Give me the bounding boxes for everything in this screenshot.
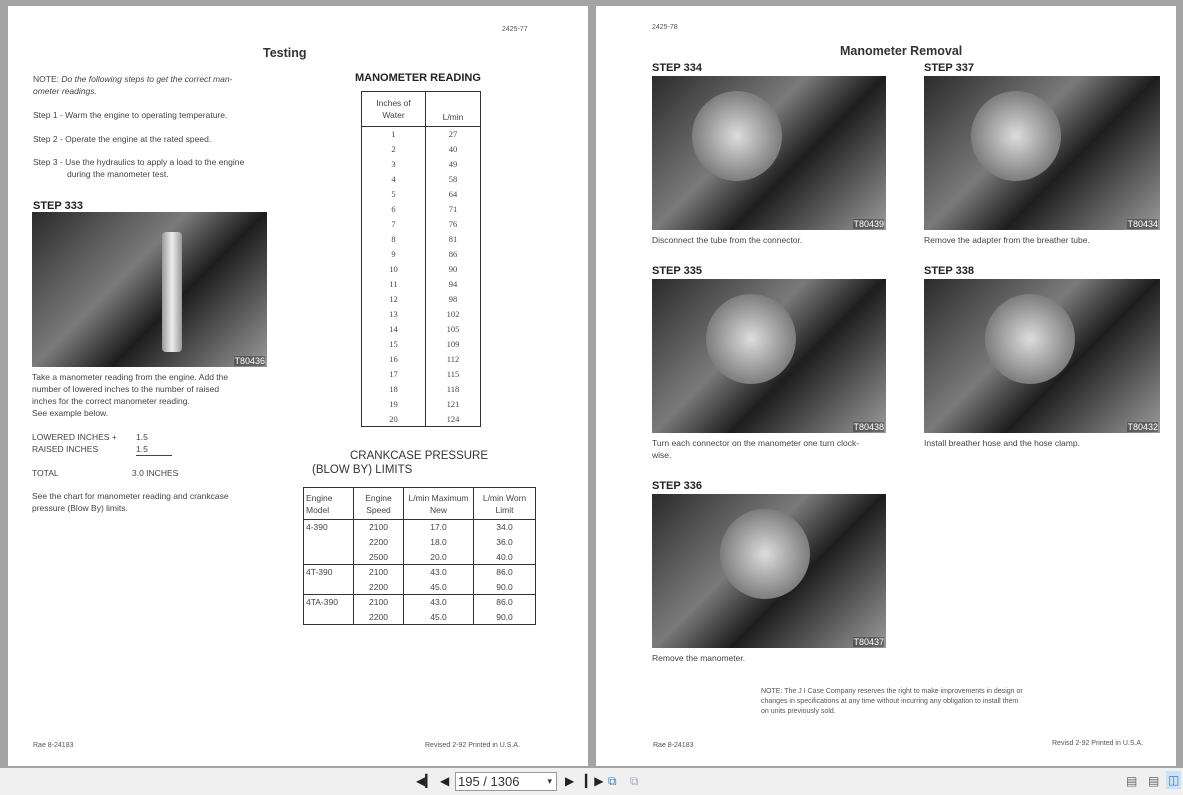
footer-left: Rae 8-24183	[33, 742, 74, 749]
inches-cell: 12	[362, 292, 426, 307]
table-row	[304, 550, 536, 565]
para-2: number of lowered inches to the number of raised	[32, 384, 220, 394]
lmin-cell: 121	[426, 397, 481, 412]
footer-left: Rae 8-24183	[653, 742, 694, 749]
page-number: 2425-78	[652, 24, 678, 31]
lmin-cell: 27	[426, 127, 481, 142]
table-row	[362, 217, 481, 232]
note	[33, 73, 232, 97]
col-worn-limit: L/min Worn Limit	[474, 488, 536, 520]
lmin-cell: 109	[426, 337, 481, 352]
photo-detail	[692, 91, 782, 181]
col-engine-speed: Engine Speed	[354, 488, 404, 520]
col-max-new: L/min Maximum New	[404, 488, 474, 520]
viewer-toolbar	[0, 768, 1183, 795]
photo-detail	[971, 91, 1061, 181]
inches-cell: 10	[362, 262, 426, 277]
see-chart-1: See the chart for manometer reading and crankcase	[32, 491, 229, 501]
table-cell: 43.0	[404, 565, 474, 580]
step-333-title: STEP 333	[33, 200, 83, 212]
left-page	[8, 6, 588, 766]
step-1: Step 1 - Warm the engine to operating temperature.	[33, 110, 228, 120]
crankcase-title-2: (BLOW BY) LIMITS	[312, 464, 413, 476]
first-page-button[interactable]: ◀▎	[416, 774, 435, 788]
table-row	[362, 172, 481, 187]
table-row	[362, 382, 481, 397]
add-page-icon[interactable]: ⧉	[608, 774, 617, 788]
table-row	[362, 202, 481, 217]
col-engine-model: Engine Model	[304, 488, 354, 520]
lowered-value: 1.5	[136, 432, 148, 442]
inches-cell: 3	[362, 157, 426, 172]
single-page-view-icon[interactable]: ▤	[1126, 774, 1138, 788]
step-photo	[924, 76, 1160, 230]
table-row	[362, 412, 481, 427]
step-2: Step 2 - Operate the engine at the rated speed.	[33, 134, 212, 144]
photo-detail	[720, 509, 810, 599]
table-cell: 2100	[354, 520, 404, 535]
note-text: Do the following steps to get the correct man-	[61, 74, 233, 84]
crankcase-table	[303, 487, 536, 625]
total-label: TOTAL	[32, 468, 59, 478]
table-cell	[304, 610, 354, 625]
table-cell: 34.0	[474, 520, 536, 535]
inches-cell: 6	[362, 202, 426, 217]
continuous-view-icon[interactable]: ▤	[1148, 774, 1160, 788]
table-cell: 45.0	[404, 610, 474, 625]
para-3: inches for the correct manometer reading.	[32, 396, 190, 406]
table-cell: 2100	[354, 595, 404, 610]
step-caption-2: wise.	[652, 450, 672, 460]
lmin-cell: 49	[426, 157, 481, 172]
inches-cell: 5	[362, 187, 426, 202]
photo-label: T80432	[1127, 422, 1158, 432]
table-cell: 4T-390	[304, 565, 354, 580]
two-page-view-icon[interactable]: ◫	[1168, 773, 1180, 787]
table-row	[362, 142, 481, 157]
step-title: STEP 334	[652, 62, 702, 74]
inches-cell: 19	[362, 397, 426, 412]
inches-cell: 1	[362, 127, 426, 142]
step-3-cont: during the manometer test.	[67, 169, 169, 179]
table-cell	[304, 535, 354, 550]
raised-value: 1.5	[136, 443, 172, 456]
page-title: Testing	[263, 46, 307, 60]
table-row	[362, 247, 481, 262]
table-cell: 2200	[354, 580, 404, 595]
table-cell: 4-390	[304, 520, 354, 535]
para-1: Take a manometer reading from the engine. Add the	[32, 372, 229, 382]
table-row	[362, 262, 481, 277]
table-row	[304, 520, 536, 535]
inches-cell: 17	[362, 367, 426, 382]
note-line: changes in specifications at any time without incurring any obligation to install them	[761, 698, 1019, 705]
step-3: Step 3 - Use the hydraulics to apply a load to the engine	[33, 157, 245, 167]
see-chart-2: pressure (Blow By) limits.	[32, 503, 128, 513]
step-caption: Turn each connector on the manometer one turn clock-	[652, 438, 860, 448]
step-photo	[924, 279, 1160, 433]
inches-cell: 9	[362, 247, 426, 262]
table-row	[362, 292, 481, 307]
photo-label: T80434	[1127, 219, 1158, 229]
lmin-cell: 58	[426, 172, 481, 187]
table-cell: 2200	[354, 610, 404, 625]
lmin-cell: 71	[426, 202, 481, 217]
step-photo	[652, 494, 886, 648]
manometer-title: MANOMETER READING	[355, 72, 481, 84]
manometer-table	[361, 91, 481, 427]
inches-cell: 2	[362, 142, 426, 157]
page-number-value: 195 / 1306	[458, 774, 520, 789]
lowered-label: LOWERED INCHES +	[32, 432, 117, 442]
table-cell: 17.0	[404, 520, 474, 535]
lmin-cell: 40	[426, 142, 481, 157]
lmin-cell: 118	[426, 382, 481, 397]
table-row	[362, 307, 481, 322]
inches-cell: 16	[362, 352, 426, 367]
table-cell: 86.0	[474, 595, 536, 610]
table-cell: 90.0	[474, 580, 536, 595]
table-cell: 18.0	[404, 535, 474, 550]
step-title: STEP 335	[652, 265, 702, 277]
lmin-cell: 86	[426, 247, 481, 262]
photo-detail	[706, 294, 796, 384]
table-row	[362, 337, 481, 352]
step-photo	[652, 76, 886, 230]
next-page-button[interactable]: ▶	[565, 774, 575, 788]
table-row	[304, 565, 536, 580]
step-caption: Install breather hose and the hose clamp.	[924, 438, 1080, 448]
disclaimer-note	[761, 687, 1023, 717]
footer-right: Revised 2-92 Printed in U.S.A.	[425, 742, 520, 749]
lmin-cell: 115	[426, 367, 481, 382]
remove-page-icon[interactable]: ⧉	[630, 774, 639, 788]
table-row	[362, 127, 481, 142]
table-row	[304, 610, 536, 625]
table-row	[362, 322, 481, 337]
page-title: Manometer Removal	[840, 44, 963, 58]
table-row	[362, 397, 481, 412]
table-cell: 43.0	[404, 595, 474, 610]
step-caption: Remove the adapter from the breather tube.	[924, 235, 1090, 245]
footer-right: Revisd 2-92 Printed in U.S.A.	[1052, 740, 1144, 747]
note-line: NOTE: The J I Case Company reserves the right to make improvements in design or	[761, 688, 1023, 695]
table-row	[304, 580, 536, 595]
inches-cell: 13	[362, 307, 426, 322]
total-value: 3.0 INCHES	[132, 468, 179, 478]
table-cell: 36.0	[474, 535, 536, 550]
lmin-cell: 112	[426, 352, 481, 367]
col-inches: Inches of Water	[362, 92, 426, 127]
table-cell	[304, 580, 354, 595]
table-cell	[304, 550, 354, 565]
table-row	[362, 157, 481, 172]
lmin-cell: 94	[426, 277, 481, 292]
crankcase-title-1: CRANKCASE PRESSURE	[350, 450, 489, 462]
table-cell: 4TA-390	[304, 595, 354, 610]
lmin-cell: 64	[426, 187, 481, 202]
table-row	[362, 352, 481, 367]
inches-cell: 14	[362, 322, 426, 337]
inches-cell: 18	[362, 382, 426, 397]
inches-cell: 7	[362, 217, 426, 232]
right-page	[596, 6, 1176, 766]
table-cell: 90.0	[474, 610, 536, 625]
last-page-button[interactable]: ▎▶	[585, 774, 604, 788]
table-row	[304, 595, 536, 610]
lmin-cell: 105	[426, 322, 481, 337]
table-cell: 45.0	[404, 580, 474, 595]
inches-cell: 11	[362, 277, 426, 292]
photo-label: T80439	[853, 219, 884, 229]
photo-detail	[985, 294, 1075, 384]
photo-label: T80437	[853, 637, 884, 647]
table-cell: 86.0	[474, 565, 536, 580]
lmin-cell: 102	[426, 307, 481, 322]
lmin-cell: 124	[426, 412, 481, 427]
lmin-cell: 76	[426, 217, 481, 232]
lmin-cell: 90	[426, 262, 481, 277]
note-line: on units previously sold.	[761, 708, 836, 715]
page-number-input[interactable]	[455, 772, 557, 791]
step-title: STEP 337	[924, 62, 974, 74]
step-caption: Disconnect the tube from the connector.	[652, 235, 803, 245]
col-lmin: L/min	[426, 92, 481, 127]
table-cell: 20.0	[404, 550, 474, 565]
step-title: STEP 336	[652, 480, 702, 492]
note-text-2: ometer readings.	[33, 86, 97, 96]
inches-cell: 20	[362, 412, 426, 427]
step-333-photo	[32, 212, 267, 367]
previous-page-button[interactable]: ◀	[440, 774, 450, 788]
table-row	[362, 232, 481, 247]
table-row	[362, 187, 481, 202]
step-title: STEP 338	[924, 265, 974, 277]
inches-cell: 15	[362, 337, 426, 352]
table-cell: 2100	[354, 565, 404, 580]
table-cell: 2500	[354, 550, 404, 565]
step-photo	[652, 279, 886, 433]
photo-label: T80438	[853, 422, 884, 432]
step-caption: Remove the manometer.	[652, 653, 746, 663]
lmin-cell: 98	[426, 292, 481, 307]
table-cell: 2200	[354, 535, 404, 550]
table-cell: 40.0	[474, 550, 536, 565]
raised-label: RAISED INCHES	[32, 444, 99, 454]
table-row	[362, 367, 481, 382]
inches-cell: 8	[362, 232, 426, 247]
note-label: NOTE:	[33, 74, 59, 84]
lmin-cell: 81	[426, 232, 481, 247]
photo-label: T80436	[234, 356, 265, 366]
inches-cell: 4	[362, 172, 426, 187]
table-row	[304, 535, 536, 550]
para-4: See example below.	[32, 408, 109, 418]
table-row	[362, 277, 481, 292]
page-number: 2425-77	[502, 26, 528, 33]
dropdown-arrow-icon[interactable]: ▾	[547, 776, 552, 786]
